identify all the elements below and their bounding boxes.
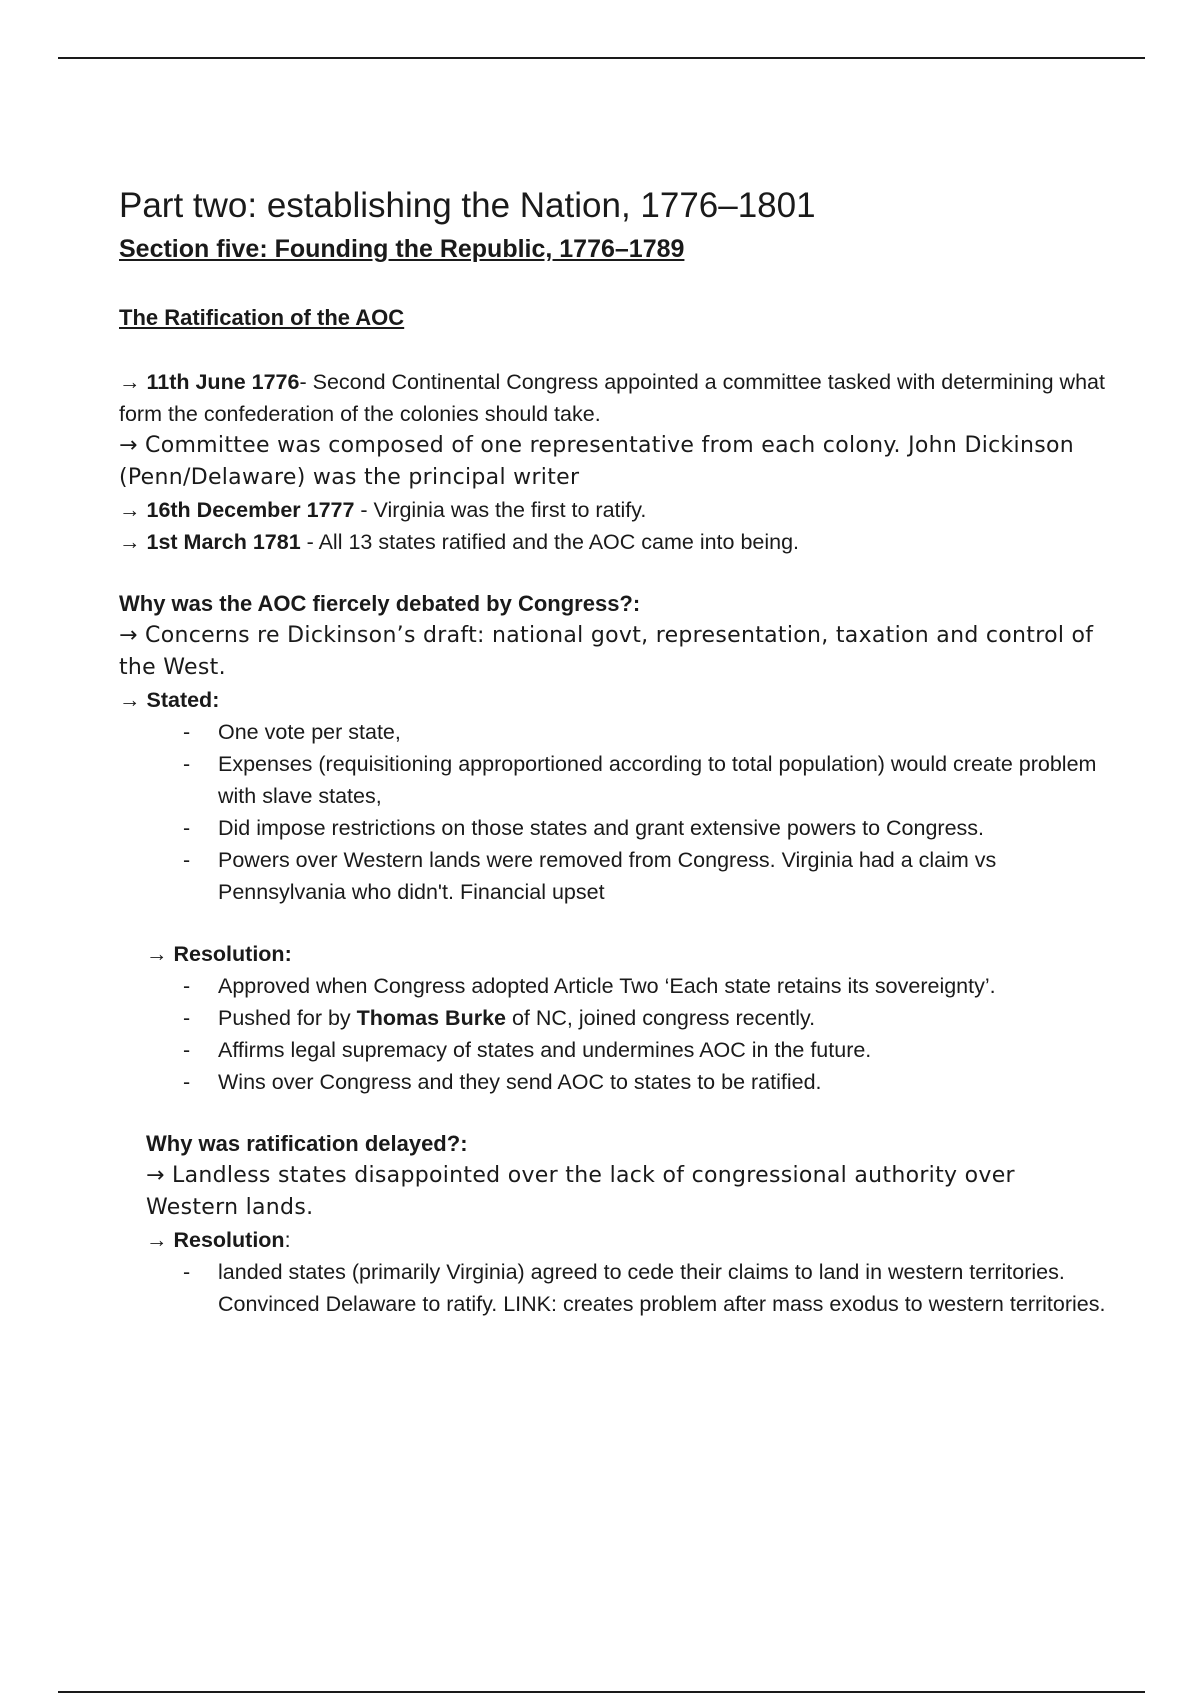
list-item: - Did impose restrictions on those states and grant extensive powers to Congress. [183, 812, 1109, 844]
item-text-post: of NC, joined congress recently. [506, 1006, 816, 1030]
list-item [183, 1002, 1109, 1034]
delay-resolution-list [146, 1256, 1109, 1320]
part-title: Part two: establishing the Nation, 1776–1801 [119, 186, 816, 225]
committee-note [119, 430, 1109, 494]
resolution-colon: : [284, 1228, 291, 1252]
arrow-icon: → [146, 1163, 165, 1188]
arrow-icon: → [119, 530, 141, 554]
entry-date: 16th December 1777 [146, 498, 355, 522]
entry-date: 11th June 1776 [146, 370, 300, 394]
landless-text: Landless states disappointed over the lack of congressional authority over Western lands. [146, 1163, 1015, 1220]
section-title: Section five: Founding the Republic, 1776–1789 [119, 235, 685, 263]
entry-text: - Second Continental Congress appointed a committee tasked with determining what form the confederation of the colonies should take. [119, 370, 1105, 426]
delay-heading: Why was ratification delayed?: [146, 1131, 468, 1156]
list-item: - Powers over Western lands were removed from Congress. Virginia had a claim vs Pennsylvania who didn't. Financial upset [183, 844, 1109, 908]
entry-text: - Virginia was the first to ratify. [354, 498, 647, 522]
list-item: - Approved when Congress adopted Article Two ‘Each state retains its sovereignty’. [183, 970, 1109, 1002]
page-top-rule [58, 57, 1145, 59]
resolution-label: Resolution: [173, 942, 292, 966]
stated-label: Stated: [146, 688, 220, 712]
concerns-text: Concerns re Dickinson’s draft: national govt, representation, taxation and control of the West. [119, 623, 1094, 680]
arrow-icon: → [146, 1228, 168, 1252]
entry-text: - All 13 states ratified and the AOC came into being. [300, 530, 800, 554]
delay-resolution-line [146, 1224, 1109, 1256]
stated-list [119, 716, 1109, 908]
arrow-icon: → [119, 623, 138, 648]
resolution-list [119, 970, 1109, 1098]
entry-text: Committee was composed of one representative from each colony. John Dickinson (Penn/Delaware) was the principal writer [119, 433, 1074, 490]
stated-label-line [119, 684, 1109, 716]
list-item: - One vote per state, [183, 716, 1109, 748]
list-item: - landed states (primarily Virginia) agreed to cede their claims to land in western territories. Convinced Delaware to ratify. LINK: creates problem after mass exodus to western territories. [183, 1256, 1109, 1320]
ratification-heading: The Ratification of the AOC [119, 305, 405, 330]
debate-concerns [119, 620, 1109, 684]
arrow-icon: → [119, 370, 141, 394]
timeline-entry-1776 [119, 366, 1109, 430]
arrow-icon: → [119, 498, 141, 522]
list-item: - Expenses (requisitioning approportioned according to total population) would create problem with slave states, [183, 748, 1109, 812]
landless-note [146, 1160, 1109, 1224]
entry-date: 1st March 1781 [146, 530, 301, 554]
document-page [119, 186, 1109, 1320]
page-bottom-rule [58, 1691, 1145, 1693]
timeline-entry-1777 [119, 494, 1109, 526]
debate-section [119, 588, 1109, 1098]
delay-section [146, 1128, 1109, 1320]
resolution-label: Resolution [173, 1228, 285, 1252]
timeline-entry-1781 [119, 526, 1109, 558]
ratification-timeline [119, 366, 1109, 558]
thomas-burke: Thomas Burke [356, 1006, 506, 1030]
debate-heading: Why was the AOC fiercely debated by Congress?: [119, 591, 641, 616]
arrow-icon: → [119, 688, 141, 712]
list-item: - Wins over Congress and they send AOC to states to be ratified. [183, 1066, 1109, 1098]
arrow-icon: → [119, 433, 138, 458]
list-item: - Affirms legal supremacy of states and undermines AOC in the future. [183, 1034, 1109, 1066]
arrow-icon: → [146, 942, 168, 966]
resolution-label-line [146, 938, 1109, 970]
item-text-pre: Pushed for by [218, 1006, 357, 1030]
